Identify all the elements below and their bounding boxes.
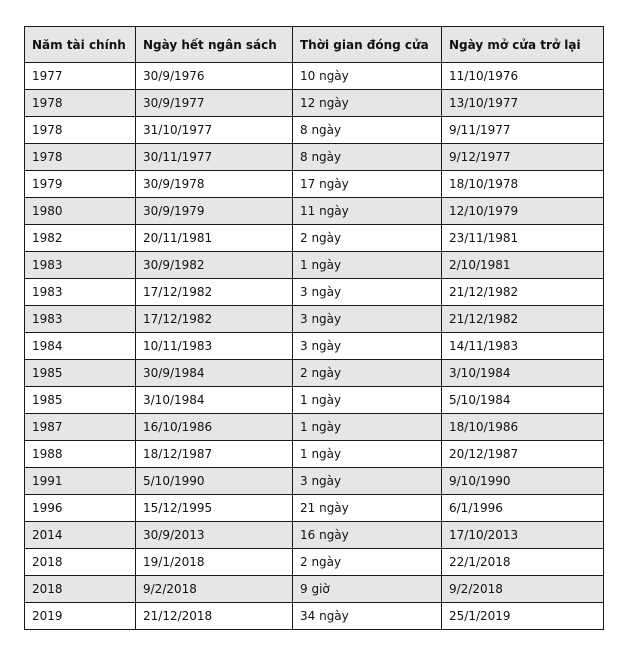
table-row — [25, 333, 604, 360]
cell-budget-expiry-date: 3/10/1984 — [136, 387, 293, 414]
cell-shutdown-duration: 11 ngày — [293, 198, 442, 225]
cell-reopen-date: 25/1/2019 — [442, 603, 604, 630]
table-row — [25, 522, 604, 549]
cell-reopen-date: 9/10/1990 — [442, 468, 604, 495]
cell-fiscal-year: 1978 — [25, 117, 136, 144]
cell-reopen-date: 23/11/1981 — [442, 225, 604, 252]
cell-fiscal-year: 1987 — [25, 414, 136, 441]
table-row — [25, 576, 604, 603]
cell-reopen-date: 5/10/1984 — [442, 387, 604, 414]
cell-reopen-date: 13/10/1977 — [442, 90, 604, 117]
shutdown-table — [24, 26, 604, 630]
table-row — [25, 90, 604, 117]
cell-budget-expiry-date: 30/9/1977 — [136, 90, 293, 117]
header-row — [25, 27, 604, 63]
table-row — [25, 279, 604, 306]
cell-reopen-date: 9/12/1977 — [442, 144, 604, 171]
table-body — [25, 63, 604, 630]
cell-fiscal-year: 1983 — [25, 279, 136, 306]
cell-fiscal-year: 1983 — [25, 252, 136, 279]
cell-fiscal-year: 2018 — [25, 576, 136, 603]
table-header — [25, 27, 604, 63]
cell-budget-expiry-date: 16/10/1986 — [136, 414, 293, 441]
cell-shutdown-duration: 2 ngày — [293, 360, 442, 387]
table-row — [25, 441, 604, 468]
cell-budget-expiry-date: 19/1/2018 — [136, 549, 293, 576]
cell-budget-expiry-date: 30/9/1984 — [136, 360, 293, 387]
cell-reopen-date: 17/10/2013 — [442, 522, 604, 549]
cell-shutdown-duration: 8 ngày — [293, 144, 442, 171]
cell-budget-expiry-date: 21/12/2018 — [136, 603, 293, 630]
cell-shutdown-duration: 2 ngày — [293, 549, 442, 576]
cell-reopen-date: 2/10/1981 — [442, 252, 604, 279]
cell-reopen-date: 11/10/1976 — [442, 63, 604, 90]
cell-shutdown-duration: 17 ngày — [293, 171, 442, 198]
cell-budget-expiry-date: 30/9/1982 — [136, 252, 293, 279]
table-row — [25, 360, 604, 387]
table-row — [25, 117, 604, 144]
cell-shutdown-duration: 3 ngày — [293, 306, 442, 333]
cell-fiscal-year: 1979 — [25, 171, 136, 198]
cell-reopen-date: 18/10/1986 — [442, 414, 604, 441]
cell-fiscal-year: 1991 — [25, 468, 136, 495]
table-row — [25, 63, 604, 90]
cell-budget-expiry-date: 31/10/1977 — [136, 117, 293, 144]
cell-reopen-date: 12/10/1979 — [442, 198, 604, 225]
cell-reopen-date: 20/12/1987 — [442, 441, 604, 468]
cell-fiscal-year: 1980 — [25, 198, 136, 225]
cell-shutdown-duration: 1 ngày — [293, 414, 442, 441]
cell-shutdown-duration: 3 ngày — [293, 279, 442, 306]
cell-shutdown-duration: 8 ngày — [293, 117, 442, 144]
cell-budget-expiry-date: 20/11/1981 — [136, 225, 293, 252]
cell-fiscal-year: 1982 — [25, 225, 136, 252]
cell-fiscal-year: 1988 — [25, 441, 136, 468]
cell-reopen-date: 9/11/1977 — [442, 117, 604, 144]
header-reopen-date: Ngày mở cửa trở lại — [442, 27, 604, 63]
cell-budget-expiry-date: 17/12/1982 — [136, 279, 293, 306]
cell-reopen-date: 6/1/1996 — [442, 495, 604, 522]
table-row — [25, 495, 604, 522]
cell-reopen-date: 9/2/2018 — [442, 576, 604, 603]
cell-fiscal-year: 1985 — [25, 360, 136, 387]
cell-fiscal-year: 1983 — [25, 306, 136, 333]
table-row — [25, 198, 604, 225]
cell-fiscal-year: 1978 — [25, 90, 136, 117]
cell-fiscal-year: 2014 — [25, 522, 136, 549]
cell-budget-expiry-date: 17/12/1982 — [136, 306, 293, 333]
cell-fiscal-year: 1978 — [25, 144, 136, 171]
cell-reopen-date: 18/10/1978 — [442, 171, 604, 198]
cell-fiscal-year: 1984 — [25, 333, 136, 360]
cell-reopen-date: 21/12/1982 — [442, 306, 604, 333]
cell-budget-expiry-date: 30/9/1978 — [136, 171, 293, 198]
table-row — [25, 414, 604, 441]
cell-shutdown-duration: 1 ngày — [293, 441, 442, 468]
cell-budget-expiry-date: 15/12/1995 — [136, 495, 293, 522]
cell-shutdown-duration: 10 ngày — [293, 63, 442, 90]
cell-fiscal-year: 2018 — [25, 549, 136, 576]
cell-budget-expiry-date: 5/10/1990 — [136, 468, 293, 495]
cell-fiscal-year: 1985 — [25, 387, 136, 414]
cell-shutdown-duration: 2 ngày — [293, 225, 442, 252]
header-budget-expiry-date: Ngày hết ngân sách — [136, 27, 293, 63]
cell-shutdown-duration: 1 ngày — [293, 252, 442, 279]
cell-reopen-date: 22/1/2018 — [442, 549, 604, 576]
cell-reopen-date: 3/10/1984 — [442, 360, 604, 387]
header-fiscal-year: Năm tài chính — [25, 27, 136, 63]
table-row — [25, 306, 604, 333]
cell-budget-expiry-date: 30/9/2013 — [136, 522, 293, 549]
cell-shutdown-duration: 1 ngày — [293, 387, 442, 414]
cell-budget-expiry-date: 30/9/1976 — [136, 63, 293, 90]
table-row — [25, 387, 604, 414]
cell-budget-expiry-date: 10/11/1983 — [136, 333, 293, 360]
table-row — [25, 171, 604, 198]
cell-budget-expiry-date: 30/9/1979 — [136, 198, 293, 225]
cell-fiscal-year: 2019 — [25, 603, 136, 630]
cell-shutdown-duration: 21 ngày — [293, 495, 442, 522]
cell-shutdown-duration: 9 giờ — [293, 576, 442, 603]
table-row — [25, 252, 604, 279]
header-shutdown-duration: Thời gian đóng cửa — [293, 27, 442, 63]
table-row — [25, 603, 604, 630]
cell-budget-expiry-date: 30/11/1977 — [136, 144, 293, 171]
cell-shutdown-duration: 12 ngày — [293, 90, 442, 117]
cell-shutdown-duration: 3 ngày — [293, 468, 442, 495]
cell-shutdown-duration: 16 ngày — [293, 522, 442, 549]
table-row — [25, 225, 604, 252]
cell-reopen-date: 14/11/1983 — [442, 333, 604, 360]
cell-shutdown-duration: 34 ngày — [293, 603, 442, 630]
shutdown-table-container — [24, 26, 603, 630]
table-row — [25, 468, 604, 495]
table-row — [25, 549, 604, 576]
cell-fiscal-year: 1996 — [25, 495, 136, 522]
cell-reopen-date: 21/12/1982 — [442, 279, 604, 306]
cell-shutdown-duration: 3 ngày — [293, 333, 442, 360]
cell-budget-expiry-date: 18/12/1987 — [136, 441, 293, 468]
table-row — [25, 144, 604, 171]
cell-fiscal-year: 1977 — [25, 63, 136, 90]
cell-budget-expiry-date: 9/2/2018 — [136, 576, 293, 603]
